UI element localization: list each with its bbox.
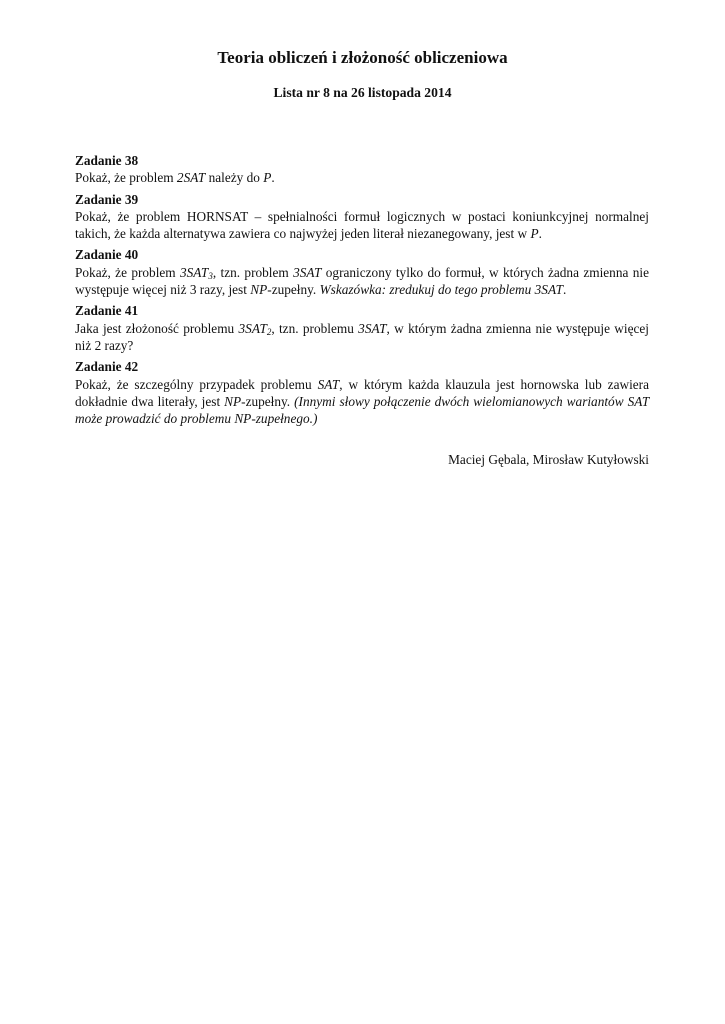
- task-body: [75, 320, 649, 355]
- task-heading: Zadanie 38: [75, 153, 139, 168]
- task-heading: Zadanie 40: [75, 247, 139, 263]
- text: Pokaż, że problem: [75, 170, 177, 186]
- text: -zupełny.: [267, 282, 320, 298]
- text: , w którym żadna zmienna nie występuje więcej niż 2 razy?: [75, 320, 649, 353]
- text: , tzn. problemu: [271, 320, 359, 336]
- text: .: [562, 282, 567, 298]
- text: należy do: [205, 170, 264, 186]
- math-expression: SAT: [317, 376, 340, 392]
- document-subtitle: Lista nr 8 na 26 listopada 2014: [273, 85, 452, 100]
- math-expression: P: [530, 226, 539, 242]
- task-40: [75, 246, 649, 298]
- text: .: [538, 226, 542, 242]
- authors-signature: Maciej Gębala, Mirosław Kutyłowski: [448, 452, 649, 467]
- math-expression: 3SAT: [238, 320, 267, 336]
- task-body: [75, 376, 649, 428]
- text: Pokaż, że problem: [75, 264, 180, 280]
- task-41: [75, 302, 649, 354]
- math-subscript: 2: [266, 326, 272, 337]
- task-body: [75, 208, 649, 243]
- text: -zupełny.: [241, 393, 295, 409]
- task-body: [75, 169, 649, 186]
- task-38: [75, 152, 649, 187]
- math-expression: 2SAT: [176, 170, 206, 186]
- math-expression: 3SAT: [293, 264, 322, 280]
- task-body: [75, 264, 649, 299]
- remark-text: (Innymi słowy połączenie dwóch wielomianowych wariantów: [294, 393, 628, 409]
- hint-text: Wskazówka: zredukuj do tego problemu: [319, 282, 535, 298]
- text: .: [271, 170, 275, 186]
- text: Pokaż, że problem HORNSAT – spełnialności formuł logicznych w postaci koniunkcyjnej normalnej takich, że każda alternatywa zawiera co najwyżej jeden literał niezanegowany, jest w: [75, 208, 649, 242]
- math-expression: P: [263, 170, 272, 186]
- task-heading: Zadanie 41: [75, 303, 139, 319]
- math-expression: 3SAT: [534, 282, 563, 298]
- math-expression: NP: [224, 393, 242, 409]
- remark-text: może prowadzić do problemu: [75, 411, 235, 427]
- task-heading: Zadanie 39: [75, 191, 139, 207]
- text: Pokaż, że szczególny przypadek problemu: [75, 376, 318, 392]
- task-42: [75, 358, 649, 427]
- task-list: [75, 152, 649, 431]
- math-subscript: 3: [208, 270, 213, 281]
- math-expression: NP: [234, 411, 252, 427]
- math-expression: NP: [250, 282, 268, 298]
- task-heading: Zadanie 42: [75, 359, 139, 375]
- text: , w którym każda klauzula jest hornowska lub zawiera dokładnie dwa literały, jest: [75, 376, 649, 409]
- remark-text: -zupełnego.): [251, 411, 318, 427]
- text: ograniczony tylko do formuł, w których żadna zmienna nie występuje więcej niż 3 razy, jest: [75, 264, 649, 298]
- math-expression: 3SAT: [180, 264, 209, 280]
- text: Jaka jest złożoność problemu: [75, 320, 239, 336]
- task-39: [75, 191, 649, 243]
- math-expression: 3SAT: [358, 320, 387, 336]
- document-title: Teoria obliczeń i złożoność obliczeniowa: [217, 48, 508, 67]
- text: , tzn. problem: [212, 264, 294, 280]
- math-expression: SAT: [627, 393, 649, 409]
